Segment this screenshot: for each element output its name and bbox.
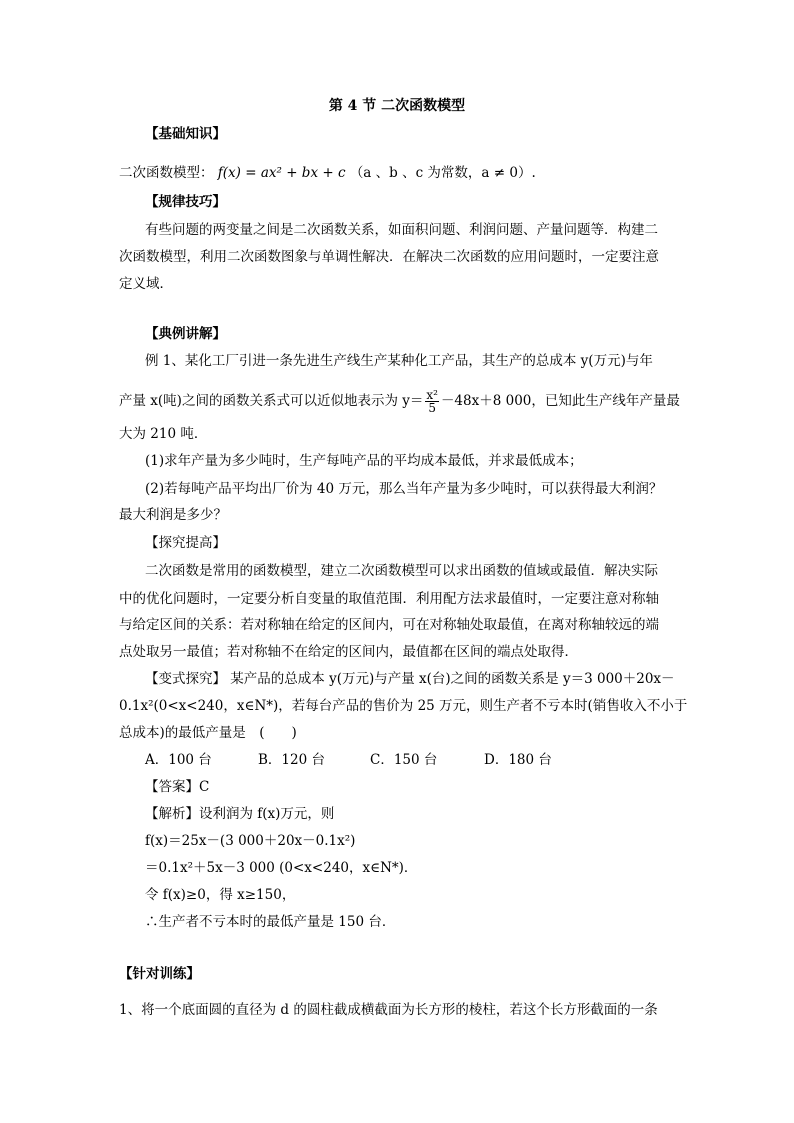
option-b: B．120 台 [258,752,325,768]
fraction [425,389,439,414]
section-explore: 【探究提高】 [145,535,226,551]
variant-text: 某产品的总成本 y(万元)与产量 x(台)之间的函数关系是 y＝3 000＋20x－ [230,671,675,687]
basics-suffix: （a 、b 、c 为常数，a ≠ 0）. [349,165,536,181]
basics-prefix: 二次函数模型： [119,165,214,181]
analysis-line: ＝0.1x²＋5x－3 000 (0<x<240，x∈N*)． [145,860,418,876]
example-question-2-cont: 最大利润是多少？ [119,507,227,523]
analysis-text: 设利润为 f(x)万元，则 [199,806,335,822]
basics-formula: f(x) = ax² + bx + c [217,165,346,181]
page-title: 第 4 节 二次函数模型 [328,98,466,114]
variant-line-1 [145,669,675,689]
option-d: D．180 台 [484,752,552,768]
explore-line: 与给定区间的关系：若对称轴在给定的区间内，可在对称轴处取最值，在离对称轴较远的端 [119,617,659,633]
section-basics: 【基础知识】 [145,126,226,142]
analysis-line-1 [145,804,334,824]
option-c: C．150 台 [370,752,438,768]
section-training: 【针对训练】 [119,966,200,982]
skills-line: 次函数模型，利用二次函数图象与单调性解决．在解决二次函数的应用问题时，一定要注意 [119,249,659,265]
example-line-formula [119,389,680,414]
example-question-2: (2)若每吨产品平均出厂价为 40 万元，那么当年产量为多少吨时，可以获得最大利润？ [145,481,663,497]
section-examples: 【典例讲解】 [145,326,226,342]
basics-definition [119,163,536,183]
fraction-numerator: x² [426,388,438,402]
example-question-1: (1)求年产量为多少吨时，生产每吨产品的平均成本最低，并求最低成本； [145,453,583,469]
analysis-line: f(x)＝25x－(3 000＋20x－0.1x²) [145,833,356,849]
example-line: 大为 210 吨． [119,426,208,442]
variant-line-3: 总成本)的最低产量是 ( ) [119,725,297,741]
option-a: A．100 台 [145,752,212,768]
answer: 【答案】C [145,779,210,795]
analysis-conclusion: ∴生产者不亏本时的最低产量是 150 台． [145,914,396,930]
example-formula-post: －48x＋8 000，已知此生产线年产量最 [440,393,680,409]
example-line: 例 1、某化工厂引进一条先进生产线生产某种化工产品，其生产的总成本 y(万元)与年 [145,353,653,369]
training-question-1: 1、将一个底面圆的直径为 d 的圆柱截成横截面为长方形的棱柱，若这个长方形截面的一条 [119,1002,658,1018]
section-analysis: 【解析】 [145,806,199,822]
section-variant: 【变式探究】 [145,671,226,687]
explore-line: 点处取另一最值；若对称轴不在给定的区间内，最值都在区间的端点处取得． [119,644,578,660]
analysis-line: 令 f(x)≥0，得 x≥150， [145,887,296,903]
variant-line-2: 0.1x²(0<x<240，x∈N*)，若每台产品的售价为 25 万元，则生产者不亏本时(销售收入不小于 [119,698,688,714]
skills-line: 有些问题的两变量之间是二次函数关系，如面积问题、利润问题、产量问题等．构建二 [145,222,658,238]
explore-line: 中的优化问题时，一定要分析自变量的取值范围．利用配方法求最值时，一定要注意对称轴 [119,591,659,607]
section-skills: 【规律技巧】 [145,194,226,210]
fraction-denominator: 5 [428,401,436,415]
explore-line: 二次函数是常用的函数模型，建立二次函数模型可以求出函数的值域或最值．解决实际 [145,563,658,579]
example-formula-pre: 产量 x(吨)之间的函数关系式可以近似地表示为 y＝ [119,393,424,409]
skills-line: 定义域． [119,276,173,292]
